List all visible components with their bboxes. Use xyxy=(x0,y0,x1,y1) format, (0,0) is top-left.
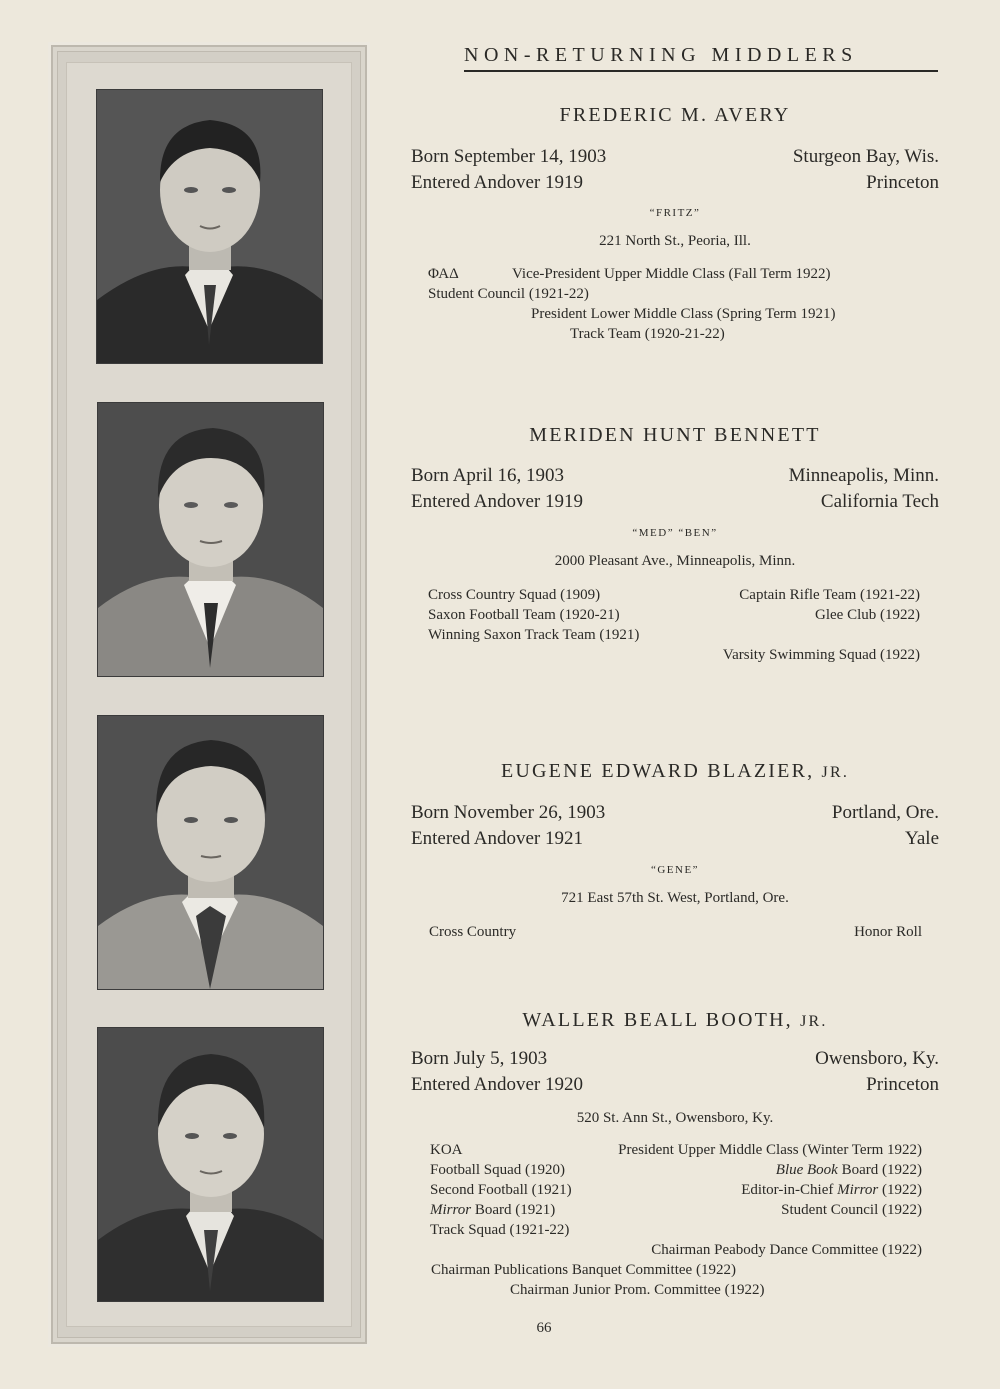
activity-item-rest: Editor-in-Chief xyxy=(741,1182,838,1198)
student-name-text: WALLER BEALL BOOTH, xyxy=(522,1009,793,1031)
nickname: “FRITZ” xyxy=(649,207,701,219)
activity-item: Chairman Junior Prom. Committee (1922) xyxy=(510,1282,765,1298)
address: 721 East 57th St. West, Portland, Ore. xyxy=(561,890,789,906)
activity-item xyxy=(741,1182,922,1199)
address: 221 North St., Peoria, Ill. xyxy=(599,233,751,249)
activity-item: Glee Club (1922) xyxy=(815,607,920,623)
address: 2000 Pleasant Ave., Minneapolis, Minn. xyxy=(554,553,796,569)
photo-frame xyxy=(48,42,370,1347)
portrait-photo-blazier xyxy=(98,716,323,989)
portrait-photo-booth xyxy=(98,1028,323,1301)
activity-item: Chairman Peabody Dance Committee (1922) xyxy=(651,1242,922,1258)
activity-item: Track Squad (1921-22) xyxy=(430,1222,570,1238)
college: California Tech xyxy=(820,491,939,512)
entered-year: Entered Andover 1920 xyxy=(411,1074,584,1095)
entered-row xyxy=(411,1074,939,1096)
activity-item: Varsity Swimming Squad (1922) xyxy=(722,647,920,663)
activity-item: Football Squad (1920) xyxy=(430,1162,565,1178)
born-row xyxy=(411,1048,939,1070)
activity-item: Winning Saxon Track Team (1921) xyxy=(428,627,640,643)
page-number: 66 xyxy=(536,1320,552,1336)
student-name xyxy=(411,760,939,783)
entered-row xyxy=(411,172,939,194)
entered-year: Entered Andover 1919 xyxy=(411,172,584,193)
section-title: NON-RETURNING MIDDLERS xyxy=(464,44,938,72)
hometown: Sturgeon Bay, Wis. xyxy=(792,146,939,167)
activity-item xyxy=(776,1162,922,1179)
hometown: Portland, Ore. xyxy=(831,802,939,823)
activity-item: Vice-President Upper Middle Class (Fall Term 1922) xyxy=(512,266,831,282)
college: Yale xyxy=(905,828,939,849)
born-row xyxy=(411,802,939,824)
birth-date: Born November 26, 1903 xyxy=(411,802,606,823)
birth-date: Born September 14, 1903 xyxy=(411,146,607,167)
activity-item: KOA xyxy=(430,1142,463,1158)
name-suffix: JR. xyxy=(800,1013,828,1030)
activity-item: Captain Rifle Team (1921-22) xyxy=(739,587,920,603)
publication-title: Mirror xyxy=(430,1202,472,1218)
publication-title: Mirror xyxy=(837,1182,879,1198)
activity-item: Student Council (1921-22) xyxy=(428,286,589,302)
activity-item xyxy=(430,1202,555,1219)
activity-item-rest: Board (1922) xyxy=(837,1162,922,1178)
portrait-photo-bennett xyxy=(98,403,323,676)
birth-date: Born July 5, 1903 xyxy=(411,1048,548,1069)
student-name xyxy=(411,424,939,447)
student-name-text: MERIDEN HUNT BENNETT xyxy=(529,424,821,446)
student-name xyxy=(411,1009,939,1032)
activity-item: President Lower Middle Class (Spring Term 1921) xyxy=(531,306,836,322)
publication-title: Blue Book xyxy=(775,1162,838,1178)
entered-year: Entered Andover 1919 xyxy=(411,491,584,512)
activity-item: Chairman Publications Banquet Committee (1922) xyxy=(431,1262,736,1278)
activity-item: ΦΑΔ xyxy=(428,266,459,282)
hometown: Owensboro, Ky. xyxy=(815,1048,939,1069)
student-name-text: EUGENE EDWARD BLAZIER, xyxy=(500,760,815,782)
college: Princeton xyxy=(866,1074,939,1095)
student-name-text: FREDERIC M. AVERY xyxy=(559,104,791,126)
activity-item-rest: (1922) xyxy=(878,1182,922,1198)
nickname: “GENE” xyxy=(650,864,700,876)
birth-date: Born April 16, 1903 xyxy=(411,465,565,486)
activity-item-rest: Board (1921) xyxy=(471,1202,556,1218)
activity-item: Student Council (1922) xyxy=(781,1202,922,1218)
activity-item: Second Football (1921) xyxy=(430,1182,572,1198)
born-row xyxy=(411,465,939,487)
portrait-photo-avery xyxy=(97,90,322,363)
hometown: Minneapolis, Minn. xyxy=(788,465,939,486)
born-row xyxy=(411,146,939,168)
activity-item: Cross Country Squad (1909) xyxy=(428,587,601,603)
nickname: “MED” “BEN” xyxy=(632,527,718,539)
college: Princeton xyxy=(866,172,939,193)
entered-row xyxy=(411,828,939,850)
entered-year: Entered Andover 1921 xyxy=(411,828,584,849)
activity-item: Cross Country xyxy=(429,924,517,940)
address: 520 St. Ann St., Owensboro, Ky. xyxy=(576,1110,774,1126)
student-name xyxy=(411,104,939,127)
activity-item: President Upper Middle Class (Winter Term 1922) xyxy=(618,1142,922,1158)
activity-item: Honor Roll xyxy=(854,924,922,940)
name-suffix: JR. xyxy=(821,764,850,781)
activity-item: Saxon Football Team (1920-21) xyxy=(428,607,620,623)
entered-row xyxy=(411,491,939,513)
activity-item: Track Team (1920-21-22) xyxy=(570,326,725,342)
